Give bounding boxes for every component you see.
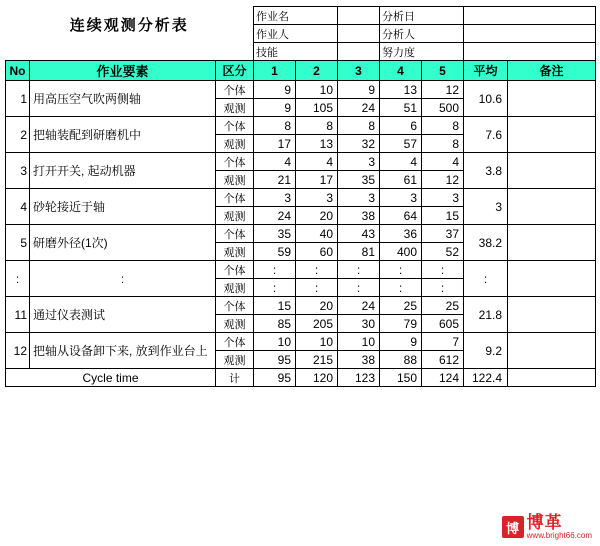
cycle-time-value-1: 95 xyxy=(254,369,296,387)
row-individual-4: 36 xyxy=(380,225,422,243)
row-division-individual: 个体 xyxy=(216,225,254,243)
table-row xyxy=(6,189,596,207)
row-observed-3: 30 xyxy=(338,315,380,333)
row-no: 12 xyxy=(6,333,30,369)
row-individual-4: 4 xyxy=(380,153,422,171)
logo-text xyxy=(527,514,592,540)
row-remarks[interactable] xyxy=(508,117,596,153)
row-observed-3: 32 xyxy=(338,135,380,153)
row-observed-1: 59 xyxy=(254,243,296,261)
row-individual-3: 8 xyxy=(338,117,380,135)
row-individual-1: 10 xyxy=(254,333,296,351)
skill-value[interactable] xyxy=(338,43,380,61)
col-header-obs-3: 3 xyxy=(338,61,380,81)
row-division-individual: 个体 xyxy=(216,297,254,315)
table-row xyxy=(6,225,596,243)
row-individual-2: 3 xyxy=(296,189,338,207)
row-observed-2: 20 xyxy=(296,207,338,225)
col-header-obs-2: 2 xyxy=(296,61,338,81)
cycle-time-average: 122.4 xyxy=(464,369,508,387)
row-average: : xyxy=(464,261,508,297)
row-individual-2: 40 xyxy=(296,225,338,243)
table-row xyxy=(6,297,596,315)
row-division-observed: 观测 xyxy=(216,351,254,369)
col-header-division: 区分 xyxy=(216,61,254,81)
col-header-remarks: 备注 xyxy=(508,61,596,81)
row-observed-2: 105 xyxy=(296,99,338,117)
row-observed-3: 38 xyxy=(338,351,380,369)
row-individual-1: 3 xyxy=(254,189,296,207)
row-individual-1: : xyxy=(254,261,296,279)
row-element: : xyxy=(30,261,216,297)
col-header-element: 作业要素 xyxy=(30,61,216,81)
page-title: 连续观测分析表 xyxy=(69,17,189,34)
row-observed-4: : xyxy=(380,279,422,297)
row-individual-3: 3 xyxy=(338,189,380,207)
row-observed-2: 215 xyxy=(296,351,338,369)
row-individual-1: 8 xyxy=(254,117,296,135)
cycle-time-value-4: 150 xyxy=(380,369,422,387)
row-individual-2: 10 xyxy=(296,81,338,99)
row-division-observed: 观测 xyxy=(216,135,254,153)
row-individual-5: 37 xyxy=(422,225,464,243)
row-observed-4: 79 xyxy=(380,315,422,333)
cycle-time-value-5: 124 xyxy=(422,369,464,387)
analysis-date-value[interactable] xyxy=(464,7,596,25)
row-division-individual: 个体 xyxy=(216,153,254,171)
table-row xyxy=(6,117,596,135)
cycle-time-remarks[interactable] xyxy=(508,369,596,387)
row-division-individual: 个体 xyxy=(216,81,254,99)
row-individual-5: 3 xyxy=(422,189,464,207)
row-observed-1: 24 xyxy=(254,207,296,225)
row-division-individual: 个体 xyxy=(216,189,254,207)
row-observed-2: : xyxy=(296,279,338,297)
row-remarks[interactable] xyxy=(508,225,596,261)
col-header-average: 平均 xyxy=(464,61,508,81)
row-element: 打开开关, 起动机器 xyxy=(30,153,216,189)
row-observed-5: 612 xyxy=(422,351,464,369)
analyst-value[interactable] xyxy=(464,25,596,43)
row-individual-2: 20 xyxy=(296,297,338,315)
row-division-individual: 个体 xyxy=(216,333,254,351)
row-remarks[interactable] xyxy=(508,333,596,369)
row-remarks[interactable] xyxy=(508,297,596,333)
row-individual-3: 10 xyxy=(338,333,380,351)
row-observed-4: 61 xyxy=(380,171,422,189)
row-observed-4: 64 xyxy=(380,207,422,225)
row-remarks[interactable] xyxy=(508,261,596,297)
row-division-observed: 观测 xyxy=(216,171,254,189)
cycle-time-division: 计 xyxy=(216,369,254,387)
row-individual-5: 7 xyxy=(422,333,464,351)
title-meta-row-3 xyxy=(6,43,596,61)
col-header-no: No xyxy=(6,61,30,81)
row-no: 3 xyxy=(6,153,30,189)
row-observed-4: 400 xyxy=(380,243,422,261)
row-observed-3: 24 xyxy=(338,99,380,117)
row-average: 7.6 xyxy=(464,117,508,153)
row-individual-2: 8 xyxy=(296,117,338,135)
col-header-obs-1: 1 xyxy=(254,61,296,81)
row-individual-3: 43 xyxy=(338,225,380,243)
row-average: 38.2 xyxy=(464,225,508,261)
table-row xyxy=(6,153,596,171)
row-individual-2: 10 xyxy=(296,333,338,351)
column-header-row xyxy=(6,61,596,81)
row-individual-4: 9 xyxy=(380,333,422,351)
row-element: 用高压空气吹两侧轴 xyxy=(30,81,216,117)
row-remarks[interactable] xyxy=(508,81,596,117)
row-observed-3: 38 xyxy=(338,207,380,225)
row-no: 5 xyxy=(6,225,30,261)
skill-label: 技能 xyxy=(254,43,338,61)
row-observed-5: : xyxy=(422,279,464,297)
row-individual-1: 35 xyxy=(254,225,296,243)
row-average: 21.8 xyxy=(464,297,508,333)
row-individual-3: 9 xyxy=(338,81,380,99)
row-individual-5: 12 xyxy=(422,81,464,99)
row-average: 3 xyxy=(464,189,508,225)
brand-logo xyxy=(502,514,592,540)
row-element: 砂轮接近于轴 xyxy=(30,189,216,225)
row-average: 9.2 xyxy=(464,333,508,369)
logo-name: 博革 xyxy=(526,513,563,532)
row-individual-4: : xyxy=(380,261,422,279)
cycle-time-value-2: 120 xyxy=(296,369,338,387)
col-header-obs-4: 4 xyxy=(380,61,422,81)
row-observed-2: 60 xyxy=(296,243,338,261)
row-division-observed: 观测 xyxy=(216,279,254,297)
table-row xyxy=(6,81,596,99)
row-individual-5: 4 xyxy=(422,153,464,171)
row-observed-4: 51 xyxy=(380,99,422,117)
effort-value[interactable] xyxy=(464,43,596,61)
row-division-observed: 观测 xyxy=(216,315,254,333)
row-observed-2: 17 xyxy=(296,171,338,189)
row-element: 通过仪表测试 xyxy=(30,297,216,333)
row-observed-4: 57 xyxy=(380,135,422,153)
row-observed-1: 9 xyxy=(254,99,296,117)
row-element: 把轴从设备卸下来, 放到作业台上 xyxy=(30,333,216,369)
row-division-individual: 个体 xyxy=(216,117,254,135)
row-division-observed: 观测 xyxy=(216,207,254,225)
row-individual-4: 3 xyxy=(380,189,422,207)
row-individual-3: 3 xyxy=(338,153,380,171)
row-individual-4: 6 xyxy=(380,117,422,135)
cycle-time-value-3: 123 xyxy=(338,369,380,387)
row-observed-5: 500 xyxy=(422,99,464,117)
row-observed-2: 13 xyxy=(296,135,338,153)
row-individual-3: 24 xyxy=(338,297,380,315)
row-observed-5: 605 xyxy=(422,315,464,333)
row-remarks[interactable] xyxy=(508,189,596,225)
row-no: : xyxy=(6,261,30,297)
worker-value[interactable] xyxy=(338,25,380,43)
logo-mark-icon: 博 xyxy=(502,516,524,538)
row-observed-2: 205 xyxy=(296,315,338,333)
worker-label: 作业人 xyxy=(254,25,338,43)
analyst-label: 分析人 xyxy=(380,25,464,43)
row-observed-4: 88 xyxy=(380,351,422,369)
row-observed-5: 15 xyxy=(422,207,464,225)
title-meta-row-1 xyxy=(6,7,596,25)
row-observed-3: 35 xyxy=(338,171,380,189)
row-individual-2: : xyxy=(296,261,338,279)
row-division-individual: 个体 xyxy=(216,261,254,279)
col-header-obs-5: 5 xyxy=(422,61,464,81)
row-individual-1: 15 xyxy=(254,297,296,315)
row-observed-1: 85 xyxy=(254,315,296,333)
row-individual-3: : xyxy=(338,261,380,279)
row-no: 1 xyxy=(6,81,30,117)
row-individual-4: 13 xyxy=(380,81,422,99)
row-observed-3: 81 xyxy=(338,243,380,261)
row-division-observed: 观测 xyxy=(216,99,254,117)
row-no: 2 xyxy=(6,117,30,153)
row-observed-3: : xyxy=(338,279,380,297)
effort-label: 努力度 xyxy=(380,43,464,61)
row-element: 把轴装配到研磨机中 xyxy=(30,117,216,153)
cycle-time-label: Cycle time xyxy=(6,369,216,387)
row-individual-5: 25 xyxy=(422,297,464,315)
row-average: 3.8 xyxy=(464,153,508,189)
analysis-table xyxy=(5,6,596,387)
row-observed-1: 17 xyxy=(254,135,296,153)
row-element: 研磨外径(1次) xyxy=(30,225,216,261)
row-observed-5: 52 xyxy=(422,243,464,261)
row-individual-4: 25 xyxy=(380,297,422,315)
job-name-value[interactable] xyxy=(338,7,380,25)
row-individual-1: 4 xyxy=(254,153,296,171)
row-individual-5: 8 xyxy=(422,117,464,135)
row-no: 11 xyxy=(6,297,30,333)
row-observed-5: 12 xyxy=(422,171,464,189)
row-individual-1: 9 xyxy=(254,81,296,99)
row-individual-5: : xyxy=(422,261,464,279)
table-row xyxy=(6,333,596,351)
row-observed-5: 8 xyxy=(422,135,464,153)
row-observed-1: 95 xyxy=(254,351,296,369)
row-individual-2: 4 xyxy=(296,153,338,171)
row-remarks[interactable] xyxy=(508,153,596,189)
title-spacer xyxy=(6,43,254,61)
row-no: 4 xyxy=(6,189,30,225)
row-average: 10.6 xyxy=(464,81,508,117)
cycle-time-row xyxy=(6,369,596,387)
table-row xyxy=(6,261,596,279)
row-observed-1: 21 xyxy=(254,171,296,189)
row-observed-1: : xyxy=(254,279,296,297)
job-name-label: 作业名 xyxy=(254,7,338,25)
analysis-date-label: 分析日 xyxy=(380,7,464,25)
worksheet xyxy=(0,6,600,546)
logo-sub: www.bright66.com xyxy=(526,531,592,540)
row-division-observed: 观测 xyxy=(216,243,254,261)
